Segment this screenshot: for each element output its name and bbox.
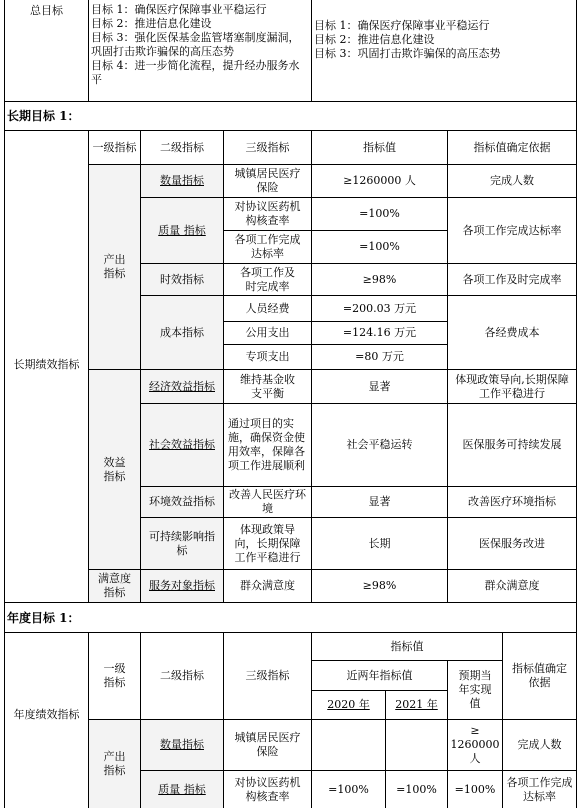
goal-item: 目标 2：推进信息化建设 [314,33,435,46]
cost-indicator: 成本指标 [141,296,223,369]
goal-item: 目标 1：确保医疗保障事业平稳运行 [314,19,490,32]
annual-header-2020 [312,691,385,719]
quality-basis: 各项工作完成达标率 [462,223,562,237]
cost-l3-special: 专项支出 [245,350,290,363]
sustainable-l3: 体现政策导向，长期保障工作平稳进行 [234,522,301,564]
quality-l3-a: 对协议医药机构核查率 [234,200,301,227]
quantity-basis: 完成人数 [490,174,534,187]
annual-side-label: 年度绩效指标 [13,708,80,721]
environment-indicator: 环境效益指标 [141,487,223,517]
overall-goal-label: 总目标 [30,4,63,17]
header-value: 指标值 [363,140,396,154]
sustainable-basis: 医保服务改进 [479,536,545,550]
quality-l3-b: 各项工作完成达标率 [234,233,301,260]
economic-basis: 体现政策导向,长期保障工作平稳进行 [455,372,569,400]
annual-header-2021-text: 2021 年 [395,698,438,711]
goal-item: 目标 1：确保医疗保障事业平稳运行 [91,3,267,16]
annual-quality-basis: 各项工作完成达标率 [506,775,573,803]
annual-quality-indicator-text: 质量 指标 [158,782,206,796]
satisfaction-indicator-label: 满意度指标 [89,570,140,602]
annual-quantity-indicator-text: 数量指标 [160,738,204,751]
quality-indicator [141,198,223,263]
social-basis: 医保服务可持续发展 [462,438,562,451]
annual-output-indicator-label: 产出指标 [89,720,140,808]
goal-item: 目标 2：推进信息化建设 [91,17,212,30]
annual-header-2021 [386,691,447,719]
annual-header-recent: 近两年指标值 [346,668,413,682]
quantity-indicator [141,165,223,197]
sustainable-indicator: 可持续影响指标 [141,518,223,569]
goal-item: 目标 3：巩固打击欺诈骗保的高压态势 [314,47,501,60]
quantity-value: ≥1260000 人 [343,174,416,187]
cost-value-special: =80 万元 [355,350,404,363]
annual-quantity-expected: ≥ 1260000 人 [450,724,500,765]
cost-value-personnel: =200.03 万元 [342,301,417,315]
annual-header-level2: 二级指标 [160,669,204,682]
social-value: 社会平稳运转 [346,438,413,451]
header-level3: 三级指标 [245,140,290,154]
output-indicator-label: 产出指标 [89,165,140,369]
service-target-indicator-text: 服务对象指标 [149,579,215,592]
sustainable-value: 长期 [368,536,391,550]
environment-l3: 改善人民医疗环境 [229,488,306,515]
annual-quantity-basis: 完成人数 [517,738,562,751]
header-level1: 一级指标 [92,140,137,154]
annual-header-value: 指标值 [390,639,424,653]
economic-value: 显著 [368,379,391,393]
cost-basis: 各经费成本 [484,325,540,339]
annual-quality-indicator [141,771,223,808]
timeliness-l3: 各项工作及时完成率 [240,265,295,293]
quality-value-b: =100% [359,240,400,253]
annual-quality-expected: =100% [454,782,496,796]
quality-value-a: =100% [359,207,400,220]
environment-value: 显著 [368,495,391,508]
annual-section-title: 年度目标 1： [7,610,80,625]
header-level2: 二级指标 [160,140,204,154]
quality-indicator-text: 质量 指标 [158,223,206,237]
annual-quantity-l3: 城镇居民医疗保险 [234,731,301,758]
annual-header-basis: 指标值确定依据 [512,662,567,689]
satisfaction-basis: 群众满意度 [484,579,540,592]
timeliness-value: ≥98% [362,272,397,286]
timeliness-indicator: 时效指标 [141,264,223,295]
cost-value-public: =124.16 万元 [342,326,417,339]
economic-l3: 维持基金收支平衡 [240,372,295,400]
service-target-indicator [141,570,223,602]
annual-quantity-2021 [386,720,447,770]
quantity-l3: 城镇居民医疗保险 [234,167,301,194]
economic-indicator [141,370,223,403]
header-basis: 指标值确定依据 [473,140,551,154]
annual-header-expected: 预期当年实现值 [458,669,492,710]
social-indicator [141,404,223,486]
benefit-indicator-label: 效益指标 [89,370,140,569]
social-indicator-text: 社会效益指标 [149,438,215,451]
goal-item: 目标 4：进一步简化流程，提升经办服务水平 [91,59,300,86]
overall-goals-left [89,2,311,101]
annual-header-2020-text: 2020 年 [327,698,370,711]
cost-l3-public: 公用支出 [245,326,290,339]
environment-basis: 改善医疗环境指标 [468,495,556,508]
annual-header-level1: 一级指标 [103,662,126,689]
economic-indicator-text: 经济效益指标 [149,379,215,393]
overall-goals-right [312,18,576,88]
annual-quality-2021: =100% [396,782,437,796]
annual-quantity-2020 [312,720,385,770]
longterm-section-title: 长期目标 1： [7,109,80,123]
annual-quality-l3: 对协议医药机构核查率 [234,775,301,803]
quantity-indicator-text: 数量指标 [160,174,204,187]
longterm-side-label: 长期绩效指标 [13,358,80,371]
social-l3: 通过项目的实施，确保资金使用效率，保障各项工作进展顺利 [228,417,305,472]
satisfaction-value: ≥98% [362,579,397,592]
timeliness-basis: 各项工作及时完成率 [462,272,562,286]
goal-item: 目标 3：强化医保基金监管堵塞制度漏洞，巩固打击欺诈骗保的高压态势 [91,31,300,58]
annual-header-level3: 三级指标 [245,669,290,682]
satisfaction-l3: 群众满意度 [240,579,295,592]
annual-quantity-indicator [141,720,223,770]
cost-l3-personnel: 人员经费 [245,301,290,315]
annual-quality-2020: =100% [328,782,369,796]
